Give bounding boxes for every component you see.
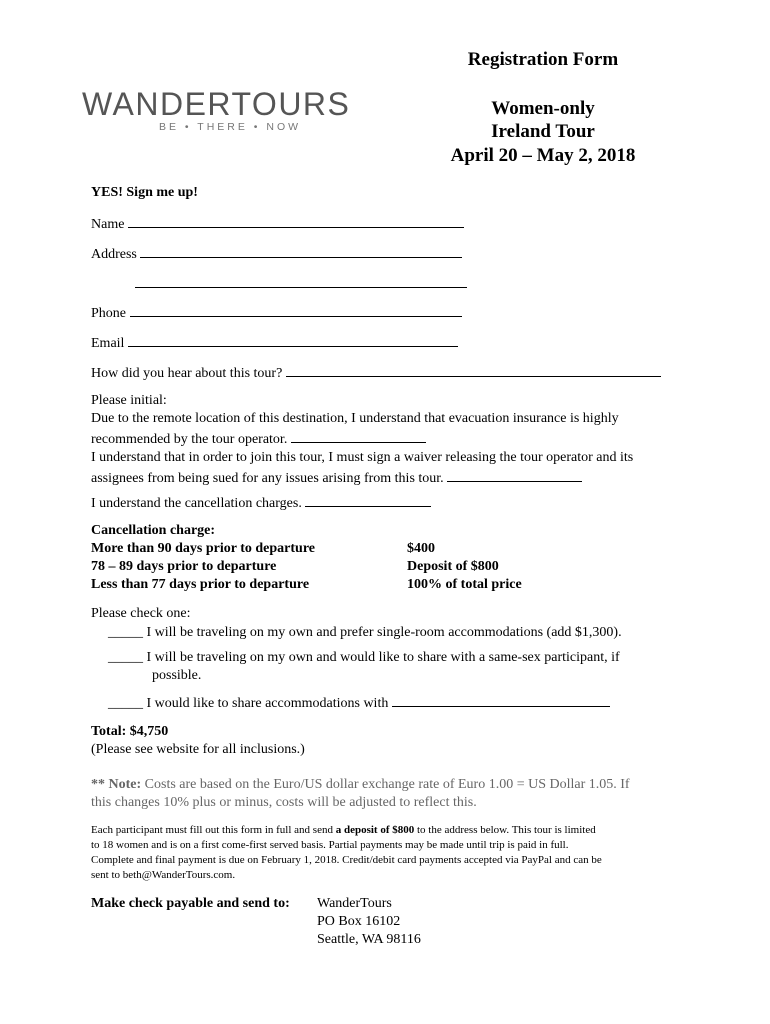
- option-single-room-blank[interactable]: _____: [108, 625, 143, 640]
- total-section: [91, 723, 305, 759]
- logo-wordmark: WANDERTOURS: [82, 86, 351, 122]
- cancellation-charge: Deposit of $800: [407, 559, 499, 574]
- signup-heading: YES! Sign me up!: [91, 185, 198, 200]
- waiver-text-line1: I understand that in order to join this tour, I must sign a waiver releasing the tour operator and its: [91, 450, 634, 465]
- email-field: [91, 332, 458, 353]
- option-share-same-sex-text-2: possible.: [152, 668, 202, 683]
- address-input-line[interactable]: [140, 243, 462, 258]
- option-share-with: [108, 692, 698, 713]
- cancellation-charge: 100% of total price: [407, 577, 522, 592]
- option-share-with-text: I would like to share accommodations with: [146, 696, 389, 711]
- cancellation-period: Less than 77 days prior to departure: [91, 577, 310, 592]
- cancellation-row: [91, 540, 551, 558]
- cancellation-heading: Cancellation charge:: [91, 523, 216, 538]
- tour-name-line2: Ireland Tour: [491, 121, 595, 142]
- fine-print-line3: Complete and final payment is due on February 1, 2018. Credit/debit card payments accepted via PayPal and can be: [91, 854, 602, 866]
- initial-section: [91, 392, 691, 488]
- name-label: Name: [91, 217, 125, 232]
- tour-name-line1: Women-only: [491, 98, 595, 119]
- po-box: PO Box 16102: [317, 914, 401, 929]
- name-field: [91, 213, 464, 234]
- option-single-room-text: I will be traveling on my own and prefer single-room accommodations (add $1,300).: [146, 625, 622, 640]
- cancellation-row: [91, 558, 551, 576]
- email-label: Email: [91, 336, 125, 351]
- share-with-name-line[interactable]: [392, 692, 610, 707]
- cancellation-table: [91, 540, 551, 594]
- phone-label: Phone: [91, 306, 126, 321]
- evac-text-line2: recommended by the tour operator.: [91, 432, 288, 447]
- evac-text-line1: Due to the remote location of this destination, I understand that evacuation insurance is highly: [91, 411, 619, 426]
- fine-print-deposit: a deposit of $800: [335, 824, 415, 836]
- fine-print-line1a: Each participant must fill out this form in full and send: [91, 824, 333, 836]
- tour-dates: April 20 – May 2, 2018: [450, 145, 636, 166]
- waiver-text-line2: assignees from being sued for any issues arising from this tour.: [91, 471, 444, 486]
- cancel-ack-text: I understand the cancellation charges.: [91, 496, 302, 511]
- check-heading: Please check one:: [91, 606, 191, 621]
- evac-initial-line[interactable]: [291, 428, 426, 443]
- payment-label: Make check payable and send to:: [91, 896, 290, 911]
- fine-print-line2: to 18 women and is on a first come-first served basis. Partial payments may be made until trip is paid in full.: [91, 839, 569, 851]
- phone-input-line[interactable]: [130, 302, 462, 317]
- form-title: Registration Form: [467, 49, 619, 70]
- referral-input-line[interactable]: [286, 362, 661, 377]
- phone-field: [91, 302, 462, 323]
- address-label: Address: [91, 247, 137, 262]
- note-text-line2: this changes 10% plus or minus, costs will be adjusted to reflect this.: [91, 795, 477, 810]
- option-share-same-sex-text: I will be traveling on my own and would like to share with a same-sex participant, if: [146, 650, 620, 665]
- payee-name: WanderTours: [317, 896, 392, 911]
- fine-print: [91, 823, 691, 883]
- total-inclusions-note: (Please see website for all inclusions.): [91, 742, 305, 757]
- cancellation-row: [91, 576, 551, 594]
- option-share-same-sex: [108, 649, 698, 685]
- cancel-ack-field: [91, 492, 431, 513]
- referral-label: How did you hear about this tour?: [91, 366, 283, 381]
- cancellation-period: More than 90 days prior to departure: [91, 541, 315, 556]
- cancel-ack-initial-line[interactable]: [305, 492, 431, 507]
- option-single-room: [108, 624, 698, 642]
- city-state-zip: Seattle, WA 98116: [317, 932, 421, 947]
- note-text-line1: Costs are based on the Euro/US dollar exchange rate of Euro 1.00 = US Dollar 1.05. If: [144, 777, 630, 792]
- option-share-with-blank[interactable]: _____: [108, 696, 143, 711]
- referral-field: [91, 362, 661, 383]
- exchange-rate-note: [91, 776, 691, 812]
- logo-tagline: BE • THERE • NOW: [158, 121, 302, 133]
- name-input-line[interactable]: [128, 213, 464, 228]
- cancellation-period: 78 – 89 days prior to departure: [91, 559, 277, 574]
- fine-print-line4: sent to beth@WanderTours.com.: [91, 869, 236, 881]
- email-input-line[interactable]: [128, 332, 458, 347]
- address-input-line-2[interactable]: [135, 275, 467, 288]
- waiver-initial-line[interactable]: [447, 467, 582, 482]
- cancellation-charge: $400: [407, 541, 435, 556]
- payment-address: [317, 895, 421, 949]
- total-amount: Total: $4,750: [91, 724, 169, 739]
- address-field: [91, 243, 462, 264]
- initial-heading: Please initial:: [91, 393, 167, 408]
- note-label: ** Note:: [91, 777, 142, 792]
- fine-print-line1c: to the address below. This tour is limited: [416, 824, 596, 836]
- option-share-same-sex-blank[interactable]: _____: [108, 650, 143, 665]
